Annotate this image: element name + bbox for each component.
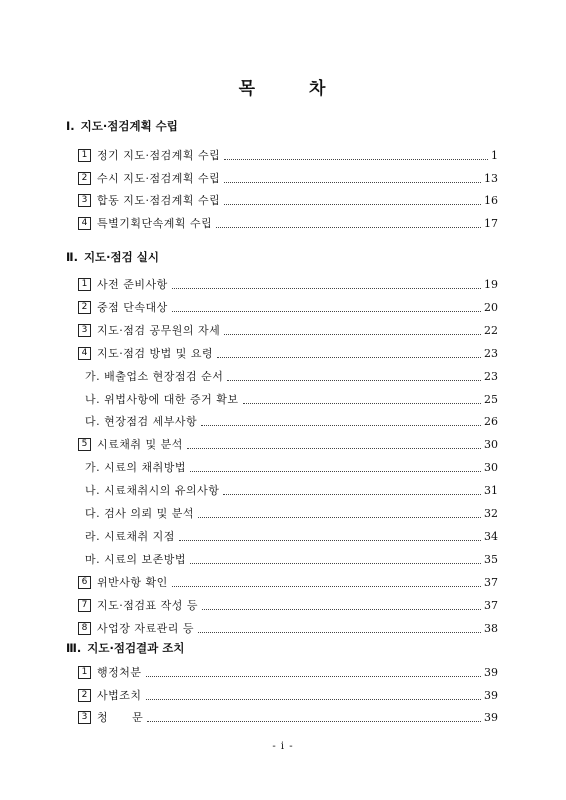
toc-page-number: 17 xyxy=(484,216,498,230)
boxed-number: 3 xyxy=(78,711,91,724)
toc-page-number: 26 xyxy=(484,415,498,429)
section-numeral: Ⅲ. xyxy=(66,641,82,655)
toc-entry[interactable] xyxy=(78,436,498,452)
toc-entry[interactable] xyxy=(85,459,498,475)
toc-entry-label: 정기 지도·점검계획 수립 xyxy=(97,149,221,162)
section-numeral: Ⅰ. xyxy=(66,119,75,133)
boxed-number: 2 xyxy=(78,301,91,314)
page-footer: - i - xyxy=(272,741,294,752)
toc-entry[interactable] xyxy=(78,276,498,292)
boxed-number: 3 xyxy=(78,194,91,207)
toc-entry-label: 가. 시료의 채취방법 xyxy=(85,461,186,475)
toc-entry-label: 청 문 xyxy=(97,711,144,724)
boxed-number: 5 xyxy=(78,438,91,451)
toc-entry-label: 수시 지도·점검계획 수립 xyxy=(97,171,221,185)
toc-page-number: 30 xyxy=(484,461,498,475)
section-title: 지도·점검 실시 xyxy=(83,250,159,264)
dot-leader xyxy=(179,540,481,541)
toc-entry[interactable] xyxy=(78,322,498,338)
toc-page-number: 30 xyxy=(484,438,498,452)
toc-entry[interactable] xyxy=(78,620,498,636)
page-title xyxy=(0,74,566,99)
toc-page-number: 19 xyxy=(484,278,498,291)
toc-entry[interactable] xyxy=(85,505,498,521)
toc-entry[interactable] xyxy=(78,664,498,680)
toc-page-number: 38 xyxy=(484,621,498,635)
dot-leader xyxy=(224,159,488,160)
dot-leader xyxy=(201,425,481,426)
toc-page-number: 39 xyxy=(484,711,498,724)
toc-entry-label: 행정처분 xyxy=(97,666,142,679)
toc-page-number: 34 xyxy=(484,529,498,543)
toc-page-number: 37 xyxy=(484,575,498,589)
section-heading xyxy=(66,118,178,134)
boxed-number: 2 xyxy=(78,172,91,185)
dot-leader xyxy=(216,227,481,228)
toc-entry[interactable] xyxy=(78,147,498,163)
boxed-number: 3 xyxy=(78,324,91,337)
toc-entry[interactable] xyxy=(85,368,498,384)
toc-entry-label: 마. 시료의 보존방법 xyxy=(85,552,186,566)
dot-leader xyxy=(243,403,482,404)
toc-page-number: 39 xyxy=(484,666,498,679)
toc-entry[interactable] xyxy=(78,345,498,361)
dot-leader xyxy=(223,494,481,495)
dot-leader xyxy=(172,288,481,289)
toc-entry-label: 사업장 자료관리 등 xyxy=(97,621,195,635)
toc-entry[interactable] xyxy=(78,170,498,186)
dot-leader xyxy=(187,448,481,449)
boxed-number: 1 xyxy=(78,149,91,162)
toc-entry-label: 위반사항 확인 xyxy=(97,575,168,589)
toc-entry-label: 나. 위법사항에 대한 증거 확보 xyxy=(85,392,239,406)
toc-entry[interactable] xyxy=(78,597,498,613)
toc-entry-label: 지도·점검 공무원의 자세 xyxy=(97,323,221,337)
dot-leader xyxy=(147,721,481,722)
toc-entry[interactable] xyxy=(85,551,498,567)
toc-entry[interactable] xyxy=(78,192,498,208)
dot-leader xyxy=(172,586,481,587)
toc-page-number: 32 xyxy=(484,507,498,520)
dot-leader xyxy=(217,357,481,358)
toc-page-number: 31 xyxy=(484,484,498,498)
toc-entry-label: 지도·점검 방법 및 요령 xyxy=(97,346,214,360)
toc-entry-label: 다. 현장점검 세부사항 xyxy=(85,415,198,429)
boxed-number: 7 xyxy=(78,599,91,612)
dot-leader xyxy=(190,471,481,472)
toc-entry-label: 가. 배출업소 현장점검 순서 xyxy=(85,369,224,383)
boxed-number: 6 xyxy=(78,576,91,589)
dot-leader xyxy=(198,517,481,518)
toc-page-number: 39 xyxy=(484,688,498,702)
toc-page-number: 16 xyxy=(484,194,498,207)
toc-page-number: 22 xyxy=(484,323,498,337)
boxed-number: 1 xyxy=(78,278,91,291)
toc-entry[interactable] xyxy=(85,413,498,429)
toc-entry-label: 나. 시료채취시의 유의사항 xyxy=(85,484,220,498)
dot-leader xyxy=(224,334,481,335)
boxed-number: 4 xyxy=(78,347,91,360)
section-numeral: Ⅱ. xyxy=(66,250,78,264)
dot-leader xyxy=(224,204,481,205)
section-heading xyxy=(66,640,185,656)
toc-page-number: 25 xyxy=(484,392,498,406)
section-title: 지도·점검결과 조치 xyxy=(87,641,185,655)
toc-entry-label: 사법조치 xyxy=(97,688,142,702)
boxed-number: 4 xyxy=(78,217,91,230)
toc-page-number: 37 xyxy=(484,598,498,612)
toc-entry[interactable] xyxy=(78,215,498,231)
dot-leader xyxy=(227,380,481,381)
toc-entry-label: 합동 지도·점검계획 수립 xyxy=(97,194,221,207)
toc-entry-label: 시료채취 및 분석 xyxy=(97,438,183,452)
toc-entry[interactable] xyxy=(85,528,498,544)
dot-leader xyxy=(190,563,481,564)
toc-page-number: 13 xyxy=(484,171,498,185)
dot-leader xyxy=(202,609,481,610)
toc-entry[interactable] xyxy=(78,687,498,703)
toc-entry-label: 사전 준비사항 xyxy=(97,278,168,291)
toc-entry-label: 특별기획단속계획 수립 xyxy=(97,216,213,230)
toc-entry[interactable] xyxy=(85,391,498,407)
boxed-number: 8 xyxy=(78,622,91,635)
toc-entry[interactable] xyxy=(85,482,498,498)
section-heading xyxy=(66,249,159,265)
toc-page-number: 35 xyxy=(484,552,498,566)
dot-leader xyxy=(172,311,481,312)
toc-entry-label: 중점 단속대상 xyxy=(97,300,168,314)
section-title: 지도·점검계획 수립 xyxy=(80,119,178,133)
title-left-char: 목 xyxy=(238,79,257,99)
dot-leader xyxy=(146,676,481,677)
toc-page-number: 23 xyxy=(484,369,498,383)
toc-entry[interactable] xyxy=(78,709,498,725)
boxed-number: 1 xyxy=(78,666,91,679)
toc-entry[interactable] xyxy=(78,299,498,315)
toc-entry-label: 지도·점검표 작성 등 xyxy=(97,598,198,612)
boxed-number: 2 xyxy=(78,689,91,702)
toc-page-number: 1 xyxy=(491,149,498,162)
toc-entry[interactable] xyxy=(78,574,498,590)
toc-page-number: 23 xyxy=(484,346,498,360)
dot-leader xyxy=(146,699,481,700)
title-right-char: 차 xyxy=(309,79,328,99)
toc-page-number: 20 xyxy=(484,300,498,314)
toc-entry-label: 다. 검사 의뢰 및 분석 xyxy=(85,507,194,520)
toc-entry-label: 라. 시료채취 지점 xyxy=(85,529,175,543)
dot-leader xyxy=(198,632,481,633)
dot-leader xyxy=(224,182,481,183)
